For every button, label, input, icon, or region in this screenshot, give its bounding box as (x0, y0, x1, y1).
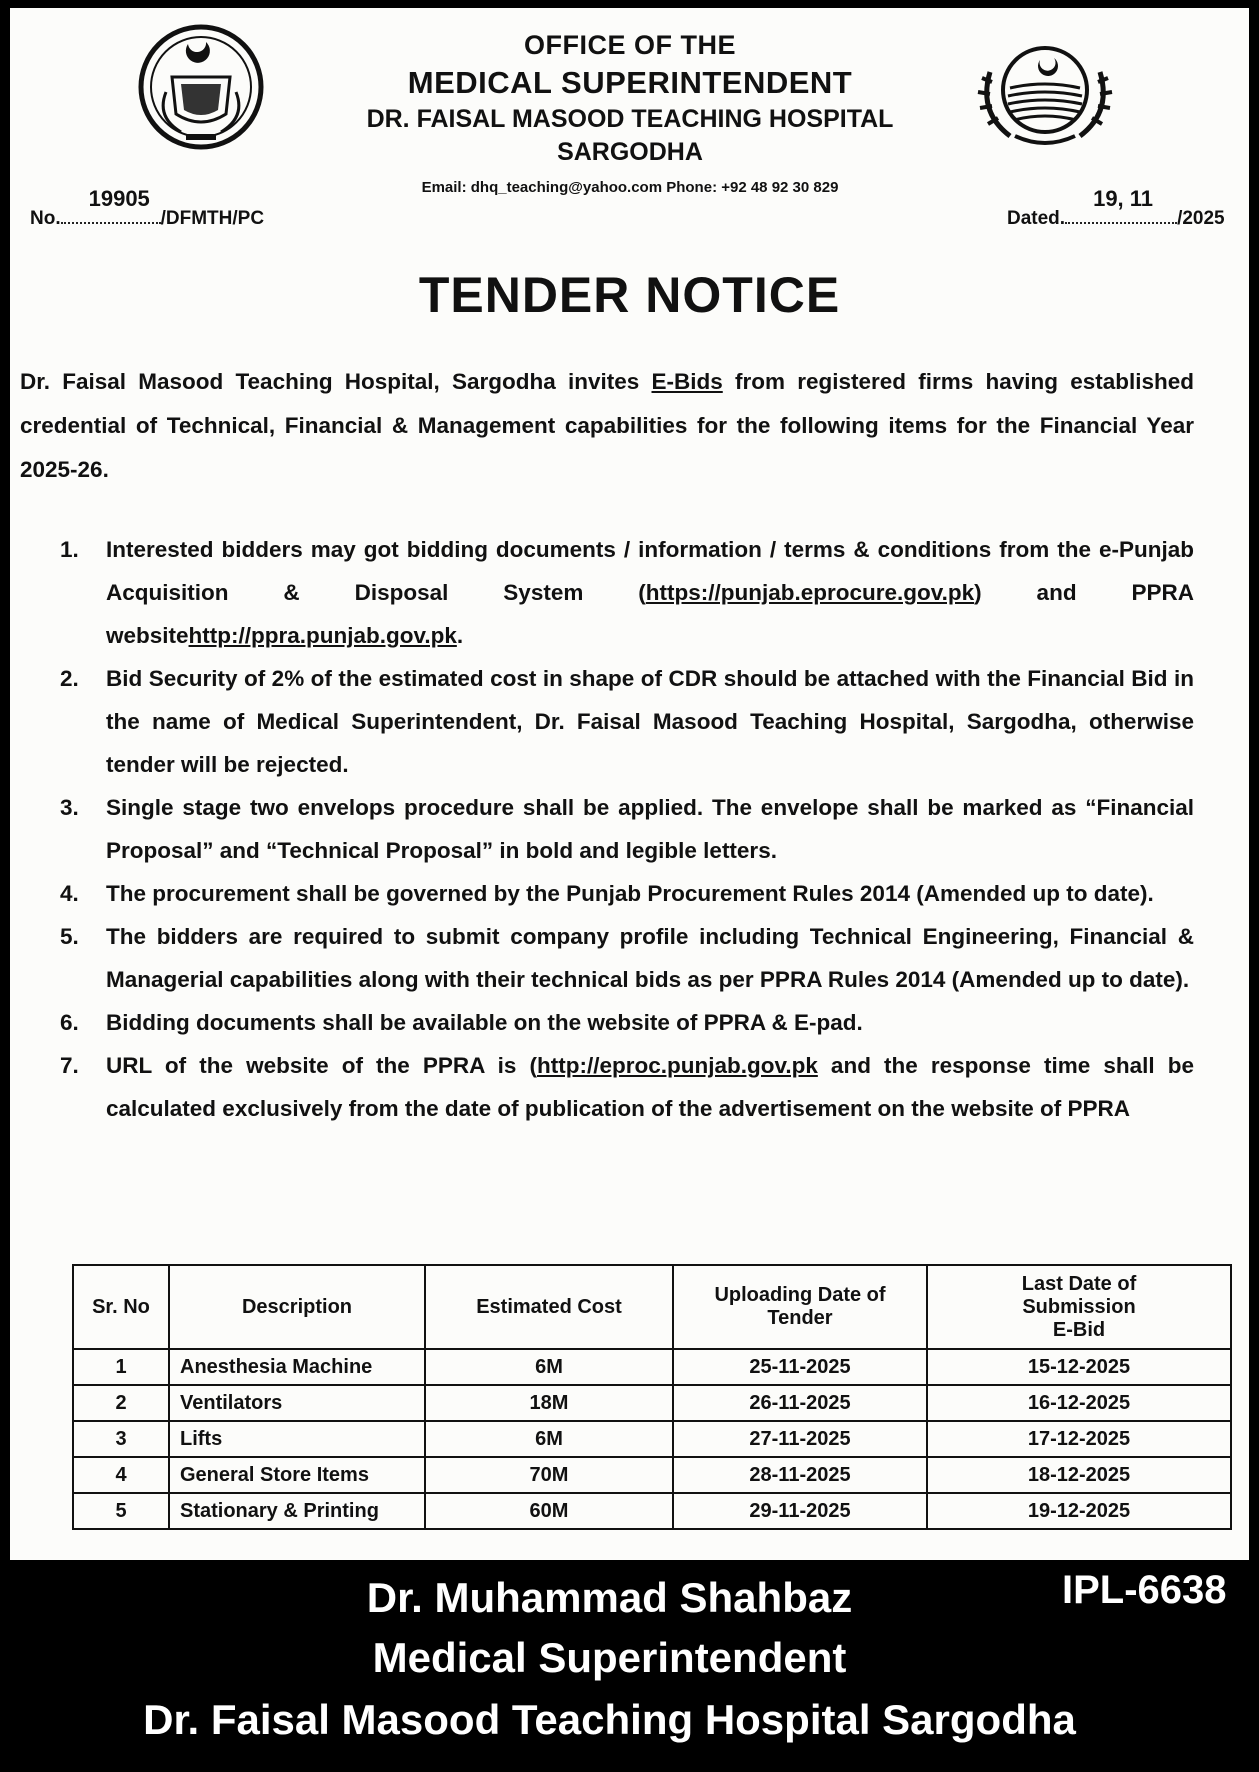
condition-item: 7. URL of the website of the PPRA is (http://eproc.punjab.gov.pk and the response time shall be calculated exclusively from the date of publication of the advertisement on the website of PPRA (60, 1053, 1194, 1121)
eprocure-link[interactable]: https://punjab.eprocure.gov.pk (645, 580, 975, 605)
header-uploading-date: Uploading Date of Tender (673, 1265, 927, 1349)
header-sr-no: Sr. No (73, 1265, 169, 1349)
ppra-link[interactable]: http://ppra.punjab.gov.pk (188, 623, 457, 648)
table-row: 2 Ventilators 18M 26-11-2025 16-12-2025 (73, 1385, 1231, 1421)
conditions-list (60, 528, 1194, 1130)
header-description: Description (169, 1265, 425, 1349)
table-row: 1 Anesthesia Machine 6M 25-11-2025 15-12-2025 (73, 1349, 1231, 1385)
intro-paragraph: Dr. Faisal Masood Teaching Hospital, Sargodha invites E-Bids from registered firms having established credential of Technical, Financial & Management capabilities for the following items for the Financial Year 2025-26. (20, 369, 1194, 482)
tender-notice-document (10, 8, 1249, 1560)
ipl-code: IPL-6638 (1062, 1568, 1227, 1612)
reference-number: No. 19905 /DFMTH/PC (30, 186, 265, 229)
table-row: 5 Stationary & Printing 60M 29-11-2025 19-12-2025 (73, 1493, 1231, 1529)
condition-item: 4. The procurement shall be governed by the Punjab Procurement Rules 2014 (Amended up to date). (60, 881, 1154, 906)
signatory-hospital: Dr. Faisal Masood Teaching Hospital Sargodha (143, 1696, 1076, 1743)
office-line: OFFICE OF THE (524, 30, 736, 60)
signatory-designation: Medical Superintendent (372, 1634, 847, 1681)
header-last-date: Last Date of Submission E-Bid (927, 1265, 1231, 1349)
hospital-seal-logo (136, 22, 266, 152)
eproc-link[interactable]: http://eproc.punjab.gov.pk (537, 1053, 818, 1078)
signatory-name: Dr. Muhammad Shahbaz (366, 1574, 853, 1621)
condition-item: 1. Interested bidders may got bidding documents / information / terms & conditions from the e-Punjab Acquisition & Disposal System (https://punjab.eprocure.gov.pk) and PPRA websitehttp://ppra.punjab.gov.pk. (60, 537, 1194, 648)
letterhead (310, 30, 950, 196)
header-estimated-cost: Estimated Cost (425, 1265, 673, 1349)
reference-number-value: 19905 (88, 186, 150, 211)
table-header-row (73, 1265, 1231, 1349)
hospital-name: DR. FAISAL MASOOD TEACHING HOSPITAL (366, 105, 894, 133)
office-designation: MEDICAL SUPERINTENDENT (407, 65, 853, 100)
table-row: 4 General Store Items 70M 28-11-2025 18-12-2025 (73, 1457, 1231, 1493)
contact-line: Email: dhq_teaching@yahoo.com Phone: +92 48 92 30 829 (421, 179, 839, 196)
table-row: 3 Lifts 6M 27-11-2025 17-12-2025 (73, 1421, 1231, 1457)
reference-date-value: 19, 11 (1093, 186, 1154, 211)
ebids-text: E-Bids (651, 369, 723, 394)
condition-item: 2. Bid Security of 2% of the estimated cost in shape of CDR should be attached with the Financial Bid in the name of Medical Superintendent, Dr. Faisal Masood Teaching Hospital, Sargodha, otherwise tender will be rejected. (60, 666, 1194, 777)
condition-item: 5. The bidders are required to submit company profile including Technical Engineering, Financial & Managerial capabilities along with their technical bids as per PPRA Rules 2014 (Amended up to date). (60, 924, 1194, 992)
tender-items-table (72, 1264, 1232, 1530)
notice-title: TENDER NOTICE (418, 267, 841, 323)
punjab-government-logo (970, 32, 1120, 152)
condition-item: 6. Bidding documents shall be available on the website of PPRA & E-pad. (60, 1010, 863, 1035)
reference-date: Dated. 19, 11 /2025 (1007, 186, 1225, 229)
city-name: SARGODHA (557, 138, 703, 166)
condition-item: 3. Single stage two envelops procedure shall be applied. The envelope shall be marked as “Financial Proposal” and “Technical Proposal” in bold and legible letters. (60, 795, 1194, 863)
